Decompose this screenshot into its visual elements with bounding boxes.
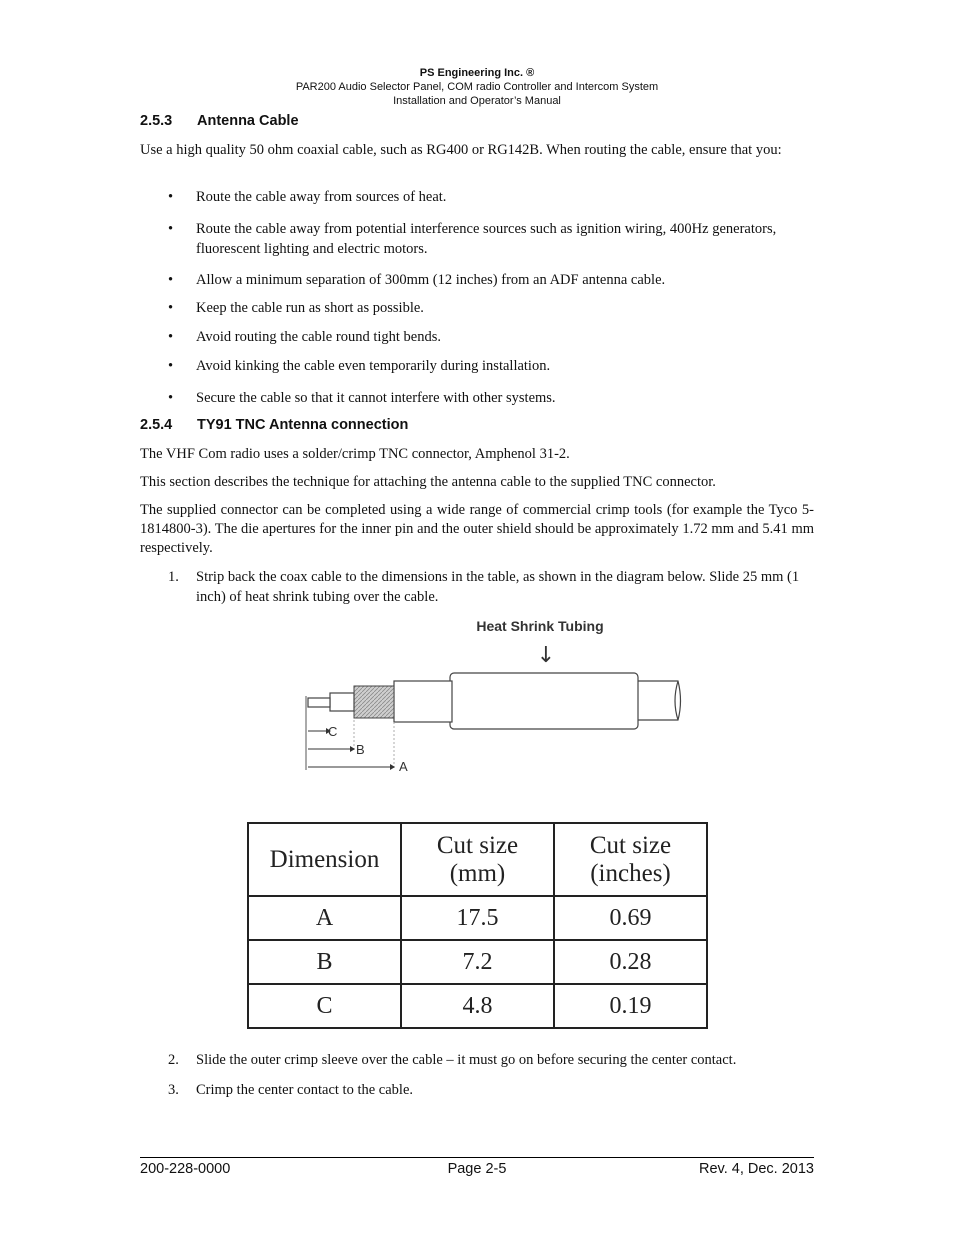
- bullet-icon: •: [168, 390, 174, 406]
- list-item: • Allow a minimum separation of 300mm (12 inches) from an ADF antenna cable.: [140, 271, 814, 291]
- connector-paragraph: The VHF Com radio uses a solder/crimp TNC connector, Amphenol 31-2.: [140, 446, 570, 462]
- list-item: • Avoid kinking the cable even temporarily during installation.: [140, 357, 814, 377]
- dielectric: [330, 693, 354, 711]
- table-header-cell: Cut size (inches): [554, 823, 707, 896]
- bullet-icon: •: [168, 329, 174, 345]
- list-item: • Route the cable away from potential interference sources such as ignition wiring, 400Hz generators, fluorescent lighting and electric motors.: [168, 221, 777, 257]
- product-title: PAR200 Audio Selector Panel, COM radio Controller and Intercom System: [295, 81, 659, 93]
- bullet-icon: •: [168, 300, 174, 316]
- step-item: 3. Crimp the center contact to the cable.: [168, 1082, 414, 1098]
- heat-shrink-tubing: [450, 673, 638, 729]
- table-cell: 7.2: [401, 940, 554, 984]
- step-item: 1. Strip back the coax cable to the dimensions in the table, as shown in the diagram below. Slide 25 mm (1 inch) of heat shrink tubing over the cable.: [168, 569, 800, 605]
- table-row: [248, 984, 707, 1028]
- table-cell: A: [248, 896, 401, 940]
- coax-strip-diagram: [290, 612, 690, 782]
- section-heading-antenna-cable: [140, 113, 299, 129]
- table-row: [248, 896, 707, 940]
- section-title: TY91 TNC Antenna connection: [197, 417, 409, 433]
- table-cell: 4.8: [401, 984, 554, 1028]
- shield-braid: [354, 686, 394, 718]
- dimension-b-label: B: [356, 742, 365, 757]
- company-name: PS Engineering Inc. ®: [419, 67, 535, 79]
- center-conductor: [308, 698, 330, 707]
- bullet-icon: •: [168, 358, 174, 374]
- down-arrow-icon: ↓: [536, 643, 556, 668]
- heat-shrink-label: Heat Shrink Tubing: [476, 618, 604, 634]
- list-item: • Avoid routing the cable round tight bends.: [140, 328, 814, 348]
- table-cell: 0.69: [554, 896, 707, 940]
- list-item: • Route the cable away from sources of heat.: [140, 188, 814, 208]
- revision-info: Rev. 4, Dec. 2013: [699, 1161, 814, 1177]
- table-header-cell: Dimension: [248, 823, 401, 896]
- table-cell: 0.28: [554, 940, 707, 984]
- list-item: • Keep the cable run as short as possible.: [140, 299, 814, 319]
- document-number: 200-228-0000: [140, 1161, 231, 1177]
- table-header-cell: Cut size (mm): [401, 823, 554, 896]
- bullet-icon: •: [168, 272, 174, 288]
- manual-title: Installation and Operator’s Manual: [393, 95, 561, 107]
- table-cell: C: [248, 984, 401, 1028]
- section-number: 2.5.3: [140, 113, 173, 129]
- cut-size-table: [247, 822, 708, 1029]
- section-heading-tnc-connection: [140, 417, 408, 433]
- section-number: 2.5.4: [140, 417, 173, 433]
- outer-jacket-section: [394, 681, 452, 722]
- step-item: 2. Slide the outer crimp sleeve over the cable – it must go on before securing the center contact.: [168, 1052, 737, 1068]
- dimension-a-label: A: [399, 759, 408, 774]
- crimp-tools-paragraph: The supplied connector can be completed using a wide range of commercial crimp tools (for example the Tyco 5-1814800-3). The die apertures for the inner pin and the outer shield should be approximately 1.72 mm and 5.41 mm respectively.: [140, 502, 814, 556]
- table-cell: B: [248, 940, 401, 984]
- table-cell: 17.5: [401, 896, 554, 940]
- bullet-icon: •: [168, 189, 174, 205]
- bullet-icon: •: [168, 221, 174, 237]
- page-number: Page 2-5: [447, 1161, 507, 1177]
- dimension-c-label: C: [328, 724, 338, 739]
- table-header-row: [248, 823, 707, 896]
- cable-jacket: [636, 681, 681, 720]
- table-row: [248, 940, 707, 984]
- section-title: Antenna Cable: [197, 113, 299, 129]
- table-cell: 0.19: [554, 984, 707, 1028]
- antenna-cable-intro: Use a high quality 50 ohm coaxial cable, such as RG400 or RG142B. When routing the cable, ensure that you:: [140, 142, 782, 158]
- list-item: • Secure the cable so that it cannot interfere with other systems.: [140, 389, 814, 409]
- technique-paragraph: This section describes the technique for attaching the antenna cable to the supplied TNC connector.: [140, 474, 716, 490]
- footer-divider: [140, 1157, 814, 1158]
